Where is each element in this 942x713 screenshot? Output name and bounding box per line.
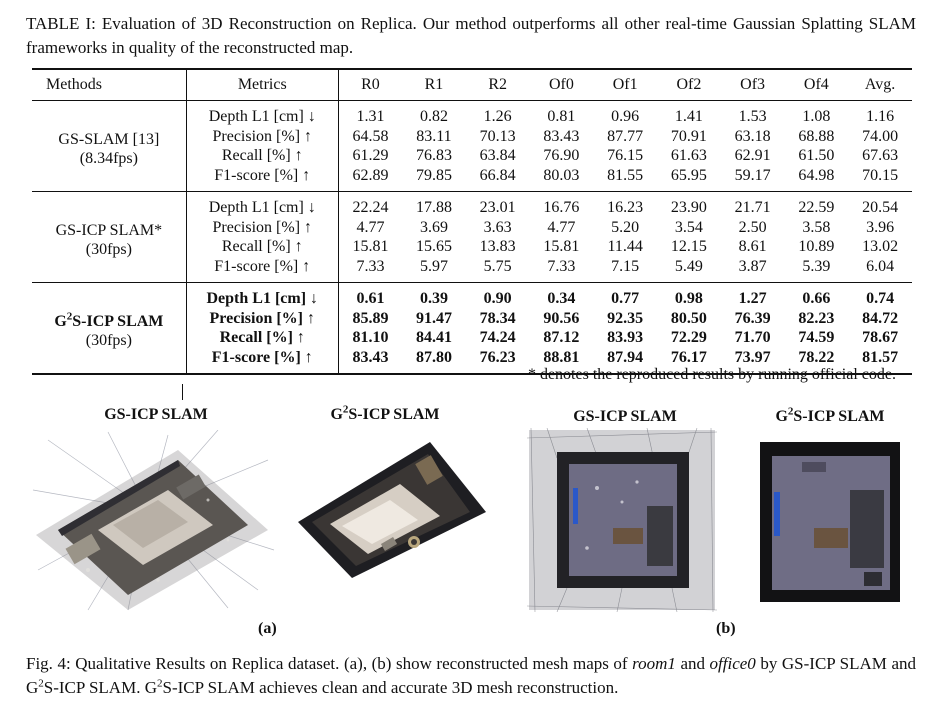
- value-cell: 10.89: [798, 238, 835, 255]
- value-cell: 87.94: [607, 348, 644, 366]
- figure-caption: Fig. 4: Qualitative Results on Replica dataset. (a), (b) show reconstructed mesh maps of room1 and office0 by GS-ICP SLAM and $G^2S$-ICP SLAM. $G^2S$-ICP SLAM achieves clean and accurate 3D mesh reconstruction.: [26, 654, 916, 697]
- value-cell: 23.90: [670, 199, 707, 216]
- value-cell: 76.17: [670, 348, 707, 366]
- value-cell: 0.34: [547, 290, 576, 307]
- value-cell: 16.23: [607, 199, 644, 216]
- value-cell: 61.63: [670, 147, 707, 164]
- subfigure-label-b: (b): [716, 620, 736, 637]
- value-cell: 62.91: [734, 147, 771, 164]
- value-cell: 1.27: [738, 290, 767, 307]
- value-cell: 73.97: [734, 348, 771, 366]
- value-cell: 5.39: [802, 257, 831, 275]
- value-cell: 3.54: [674, 218, 703, 236]
- metric-label: F1-score [%] ↑: [186, 166, 338, 192]
- header-col: Avg.: [864, 76, 896, 93]
- value-cell: 65.95: [670, 166, 707, 184]
- header-methods: Methods: [32, 69, 186, 101]
- value-cell: 15.81: [543, 238, 580, 255]
- value-cell: 63.84: [479, 147, 516, 164]
- value-cell: 72.29: [670, 329, 707, 346]
- value-cell: 5.97: [419, 257, 448, 275]
- value-cell: 59.17: [734, 166, 771, 184]
- value-cell: 66.84: [479, 166, 516, 184]
- value-cell: 63.18: [734, 127, 771, 145]
- table-row: [32, 283, 912, 309]
- value-cell: 74.24: [479, 329, 516, 346]
- value-cell: 0.66: [802, 290, 831, 307]
- value-cell: 76.23: [479, 348, 516, 366]
- metric-label: Depth L1 [cm] ↓: [186, 192, 338, 218]
- header-col: R2: [488, 76, 508, 93]
- value-cell: 7.33: [547, 257, 576, 275]
- value-cell: 3.96: [866, 218, 895, 236]
- value-cell: 74.00: [862, 127, 899, 145]
- value-cell: 78.67: [862, 329, 899, 346]
- value-cell: 8.61: [738, 238, 767, 255]
- value-cell: 87.80: [415, 348, 452, 366]
- value-cell: 83.43: [543, 127, 580, 145]
- value-cell: 82.23: [798, 309, 835, 327]
- value-cell: 81.55: [607, 166, 644, 184]
- metric-label: Recall [%] ↑: [186, 237, 338, 257]
- value-cell: 78.34: [479, 309, 516, 327]
- value-cell: 1.41: [674, 108, 703, 125]
- method-cell: [32, 101, 186, 192]
- value-cell: 15.81: [352, 238, 389, 255]
- value-cell: 7.15: [611, 257, 640, 275]
- value-cell: 83.43: [352, 348, 389, 366]
- table-row: [32, 192, 912, 218]
- metric-label: F1-score [%] ↑: [186, 348, 338, 375]
- table-caption: TABLE I: Evaluation of 3D Reconstruction on Replica. Our method outperforms all other real-time Gaussian Splatting SLAM frameworks in quality of the reconstructed map.: [26, 14, 916, 57]
- value-cell: 64.58: [352, 127, 389, 145]
- value-cell: 3.69: [419, 218, 448, 236]
- value-cell: 1.26: [483, 108, 512, 125]
- value-cell: 80.50: [670, 309, 707, 327]
- method-cell: [32, 283, 186, 375]
- value-cell: 76.83: [415, 147, 452, 164]
- value-cell: 70.91: [670, 127, 707, 145]
- value-cell: 0.81: [547, 108, 576, 125]
- value-cell: 5.75: [483, 257, 512, 275]
- value-cell: 81.57: [862, 348, 899, 366]
- value-cell: 0.90: [483, 290, 512, 307]
- header-col: R0: [361, 76, 380, 93]
- header-metrics: Metrics: [186, 69, 338, 101]
- value-cell: 88.81: [543, 348, 580, 366]
- value-cell: 21.71: [734, 199, 771, 216]
- subfigure-label-a: (a): [258, 620, 277, 637]
- table-header-row: [32, 69, 912, 101]
- value-cell: 13.83: [479, 238, 516, 255]
- value-cell: 1.31: [356, 108, 385, 125]
- value-cell: 62.89: [352, 166, 389, 184]
- value-cell: 81.10: [352, 329, 389, 346]
- column-rule-stub: [182, 384, 183, 400]
- value-cell: 0.39: [419, 290, 448, 307]
- value-cell: 0.61: [356, 290, 385, 307]
- mesh-image-room1-g2sicp: [290, 430, 490, 580]
- value-cell: 76.90: [543, 147, 580, 164]
- header-col: Of1: [612, 76, 638, 93]
- fig-title-a-left: GS-ICP SLAM: [104, 406, 208, 423]
- value-cell: 0.96: [611, 108, 640, 125]
- metric-label: Precision [%] ↑: [186, 127, 338, 147]
- value-cell: 85.89: [352, 309, 389, 327]
- value-cell: 90.56: [543, 309, 580, 327]
- method-fps: (30fps): [85, 241, 132, 258]
- value-cell: 83.11: [416, 127, 452, 145]
- method-fps: (8.34fps): [79, 150, 138, 167]
- metric-label: Depth L1 [cm] ↓: [186, 283, 338, 309]
- value-cell: 15.65: [415, 238, 452, 255]
- value-cell: 5.20: [611, 218, 640, 236]
- metric-label: Recall [%] ↑: [186, 328, 338, 348]
- value-cell: 0.77: [611, 290, 640, 307]
- value-cell: 64.98: [798, 166, 835, 184]
- value-cell: 91.47: [415, 309, 452, 327]
- value-cell: 92.35: [607, 309, 644, 327]
- header-col: Of2: [676, 76, 702, 93]
- method-fps: (30fps): [85, 332, 132, 349]
- method-name: $G^2S$-ICP SLAM: [54, 310, 164, 330]
- value-cell: 84.41: [415, 329, 452, 346]
- header-col: Of3: [740, 76, 766, 93]
- method-cell: [32, 192, 186, 283]
- value-cell: 76.15: [607, 147, 644, 164]
- value-cell: 79.85: [415, 166, 452, 184]
- value-cell: 74.59: [798, 329, 835, 346]
- results-table: [32, 68, 912, 375]
- value-cell: 70.13: [479, 127, 516, 145]
- value-cell: 1.08: [802, 108, 831, 125]
- value-cell: 2.50: [738, 218, 767, 236]
- value-cell: 22.24: [352, 199, 389, 216]
- value-cell: 4.77: [356, 218, 385, 236]
- value-cell: 11.44: [607, 238, 643, 255]
- metric-label: F1-score [%] ↑: [186, 257, 338, 283]
- value-cell: 87.12: [543, 329, 580, 346]
- value-cell: 23.01: [479, 199, 516, 216]
- method-name: GS-SLAM [13]: [58, 130, 160, 148]
- fig-title-b-right: $G^2S$-ICP SLAM: [775, 405, 885, 425]
- metric-label: Precision [%] ↑: [186, 309, 338, 329]
- value-cell: 0.82: [419, 108, 448, 125]
- value-cell: 76.39: [734, 309, 771, 327]
- value-cell: 71.70: [734, 329, 771, 346]
- value-cell: 87.77: [607, 127, 644, 145]
- value-cell: 1.16: [866, 108, 895, 125]
- value-cell: 61.50: [798, 147, 835, 164]
- value-cell: 78.22: [798, 348, 835, 366]
- value-cell: 20.54: [862, 199, 899, 216]
- metric-label: Recall [%] ↑: [186, 146, 338, 166]
- fig-title-b-left: GS-ICP SLAM: [573, 408, 677, 425]
- value-cell: 12.15: [670, 238, 707, 255]
- mesh-image-office0-gsicp: [527, 428, 717, 612]
- header-col: R1: [424, 76, 444, 93]
- method-name: GS-ICP SLAM*: [55, 221, 163, 239]
- value-cell: 83.93: [607, 329, 644, 346]
- value-cell: 1.53: [738, 108, 767, 125]
- value-cell: 80.03: [543, 166, 580, 184]
- header-col: Of0: [548, 76, 574, 93]
- value-cell: 84.72: [862, 309, 899, 327]
- value-cell: 4.77: [547, 218, 576, 236]
- value-cell: 70.15: [862, 166, 899, 184]
- value-cell: 6.04: [866, 257, 895, 275]
- footnote: * denotes the reproduced results by running official code.: [527, 366, 896, 383]
- value-cell: 13.02: [862, 238, 899, 255]
- mesh-image-office0-g2sicp: [746, 432, 916, 612]
- mesh-image-room1-gsicp: [28, 430, 276, 612]
- value-cell: 3.87: [738, 257, 767, 275]
- value-cell: 0.74: [866, 290, 895, 307]
- value-cell: 3.58: [802, 218, 831, 236]
- table-row: [32, 101, 912, 127]
- value-cell: 5.49: [674, 257, 703, 275]
- value-cell: 61.29: [352, 147, 389, 164]
- header-col: Of4: [803, 76, 829, 93]
- metric-label: Depth L1 [cm] ↓: [186, 101, 338, 127]
- value-cell: 16.76: [543, 199, 580, 216]
- value-cell: 22.59: [798, 199, 835, 216]
- value-cell: 3.63: [483, 218, 512, 236]
- metric-label: Precision [%] ↑: [186, 218, 338, 238]
- value-cell: 17.88: [415, 199, 452, 216]
- value-cell: 68.88: [798, 127, 835, 145]
- fig-title-a-right: $G^2S$-ICP SLAM: [330, 403, 440, 423]
- value-cell: 7.33: [356, 257, 385, 275]
- value-cell: 0.98: [674, 290, 703, 307]
- value-cell: 67.63: [862, 147, 899, 164]
